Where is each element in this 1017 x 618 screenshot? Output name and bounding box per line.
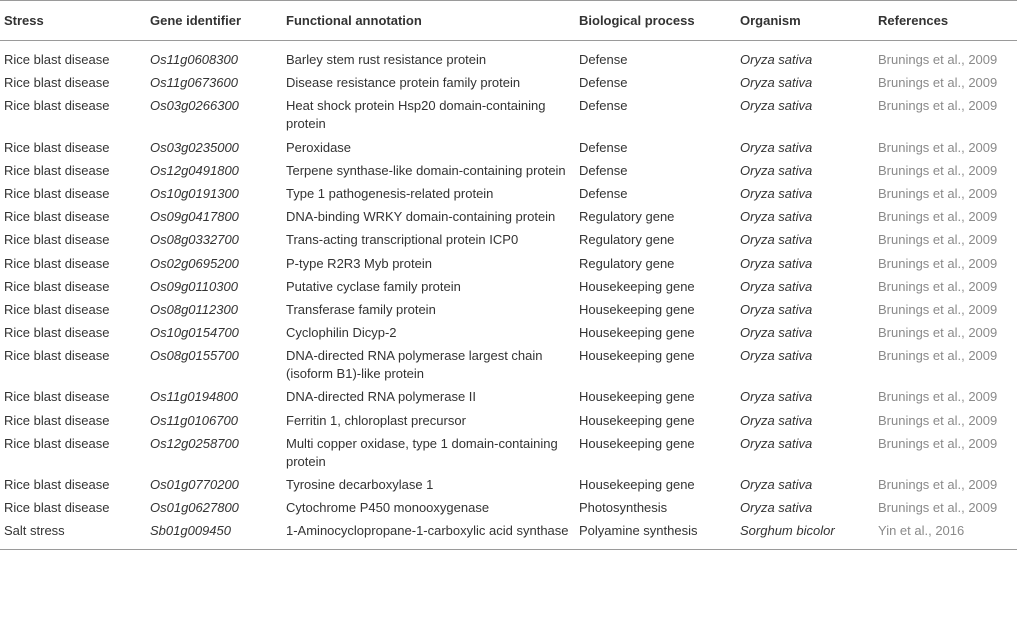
cell-functional-annotation: Transferase family protein <box>286 301 436 317</box>
table-row <box>0 41 1017 72</box>
cell-reference: Brunings et al., 2009 <box>878 389 998 405</box>
table-row <box>0 252 1017 275</box>
cell-organism: Oryza sativa <box>740 255 813 271</box>
table-row <box>0 386 1017 409</box>
cell-stress: Rice blast disease <box>4 209 110 225</box>
cell-reference: Brunings et al., 2009 <box>878 325 998 341</box>
cell-reference: Brunings et al., 2009 <box>878 278 998 294</box>
cell-reference: Brunings et al., 2009 <box>878 435 998 451</box>
cell-reference: Brunings et al., 2009 <box>878 500 998 516</box>
cell-biological-process: Housekeeping gene <box>579 348 695 364</box>
cell-organism: Oryza sativa <box>740 477 813 492</box>
cell-organism: Oryza sativa <box>740 348 813 364</box>
cell-functional-annotation: Peroxidase <box>286 139 352 155</box>
cell-biological-process: Regulatory gene <box>579 255 675 271</box>
cell-stress: Rice blast disease <box>4 232 110 248</box>
cell-biological-process: Photosynthesis <box>579 500 668 516</box>
table-row <box>0 95 1017 136</box>
cell-stress: Rice blast disease <box>4 139 110 155</box>
cell-functional-annotation: Type 1 pathogenesis-related protein <box>286 185 494 201</box>
table-row <box>0 321 1017 344</box>
cell-gene-identifier: Os03g0266300 <box>150 98 239 114</box>
cell-biological-process: Defense <box>579 98 628 114</box>
cell-reference: Brunings et al., 2009 <box>878 139 998 155</box>
cell-biological-process: Housekeeping gene <box>579 278 695 294</box>
cell-functional-annotation: Putative cyclase family protein <box>286 278 461 294</box>
cell-functional-annotation: Trans-acting transcriptional protein ICP0 <box>286 232 519 248</box>
cell-gene-identifier: Os03g0235000 <box>150 139 239 155</box>
cell-biological-process: Defense <box>579 162 628 178</box>
header-references: References <box>874 1 1017 41</box>
cell-functional-annotation: Barley stem rust resistance protein <box>286 52 487 67</box>
cell-functional-annotation: Cytochrome P450 monooxygenase <box>286 500 490 516</box>
cell-biological-process: Housekeeping gene <box>579 301 695 317</box>
cell-organism: Oryza sativa <box>740 98 813 114</box>
cell-reference: Yin et al., 2016 <box>874 520 1017 550</box>
cell-organism: Oryza sativa <box>740 435 813 451</box>
table-row <box>0 497 1017 520</box>
cell-stress: Rice blast disease <box>4 185 110 201</box>
cell-functional-annotation: Multi copper oxidase, type 1 domain-containing protein <box>286 435 558 469</box>
table-row <box>0 229 1017 252</box>
cell-stress: Rice blast disease <box>4 500 110 516</box>
cell-functional-annotation: DNA-directed RNA polymerase largest chain (isoform B1)-like protein <box>286 348 543 382</box>
cell-biological-process: Defense <box>579 139 628 155</box>
cell-functional-annotation: Cyclophilin Dicyp-2 <box>286 325 397 341</box>
cell-organism: Oryza sativa <box>740 52 813 67</box>
cell-gene-identifier: Os08g0155700 <box>150 348 239 364</box>
cell-reference: Brunings et al., 2009 <box>878 412 998 428</box>
cell-stress: Rice blast disease <box>4 278 110 294</box>
cell-stress: Rice blast disease <box>4 325 110 341</box>
cell-biological-process: Defense <box>579 185 628 201</box>
cell-gene-identifier: Os11g0106700 <box>150 412 238 428</box>
cell-gene-identifier: Os09g0417800 <box>150 209 239 225</box>
cell-organism: Oryza sativa <box>740 278 813 294</box>
cell-functional-annotation: 1-Aminocyclopropane-1-carboxylic acid synthase <box>282 520 575 550</box>
header-stress: Stress <box>0 1 146 41</box>
cell-functional-annotation: Disease resistance protein family protein <box>286 75 521 91</box>
cell-gene-identifier: Os01g0770200 <box>150 477 239 492</box>
cell-stress: Salt stress <box>0 520 146 550</box>
cell-reference: Brunings et al., 2009 <box>878 185 998 201</box>
cell-stress: Rice blast disease <box>4 52 110 67</box>
cell-organism: Oryza sativa <box>740 301 813 317</box>
cell-functional-annotation: Heat shock protein Hsp20 domain-containing protein <box>286 98 546 132</box>
cell-gene-identifier: Os12g0258700 <box>150 435 239 451</box>
cell-reference: Brunings et al., 2009 <box>878 232 998 248</box>
cell-functional-annotation: Ferritin 1, chloroplast precursor <box>286 412 466 428</box>
table-row <box>0 409 1017 432</box>
cell-gene-identifier: Os08g0112300 <box>150 301 238 317</box>
cell-reference: Brunings et al., 2009 <box>878 75 998 91</box>
cell-biological-process: Defense <box>579 52 628 67</box>
cell-stress: Rice blast disease <box>4 348 110 364</box>
cell-gene-identifier: Os10g0154700 <box>150 325 239 341</box>
cell-organism: Oryza sativa <box>740 162 813 178</box>
cell-reference: Brunings et al., 2009 <box>878 209 998 225</box>
header-organism: Organism <box>736 1 874 41</box>
cell-biological-process: Housekeeping gene <box>579 435 695 451</box>
cell-stress: Rice blast disease <box>4 301 110 317</box>
cell-organism: Oryza sativa <box>740 389 813 405</box>
cell-organism: Sorghum bicolor <box>736 520 874 550</box>
cell-biological-process: Housekeeping gene <box>579 412 695 428</box>
cell-organism: Oryza sativa <box>740 232 813 248</box>
cell-organism: Oryza sativa <box>740 209 813 225</box>
cell-stress: Rice blast disease <box>4 412 110 428</box>
header-biological-process: Biological process <box>575 1 736 41</box>
cell-organism: Oryza sativa <box>740 412 813 428</box>
cell-reference: Brunings et al., 2009 <box>878 348 998 364</box>
cell-gene-identifier: Os09g0110300 <box>150 278 238 294</box>
cell-biological-process: Housekeeping gene <box>579 389 695 405</box>
cell-organism: Oryza sativa <box>740 139 813 155</box>
table-row <box>0 432 1017 473</box>
table-row <box>0 182 1017 205</box>
cell-reference: Brunings et al., 2009 <box>878 255 998 271</box>
table-row <box>0 473 1017 496</box>
table-header <box>0 1 1017 41</box>
cell-functional-annotation: DNA-binding WRKY domain-containing protein <box>286 209 556 225</box>
cell-biological-process: Housekeeping gene <box>579 477 695 492</box>
cell-functional-annotation: Tyrosine decarboxylase 1 <box>286 477 434 492</box>
cell-biological-process: Housekeeping gene <box>579 325 695 341</box>
header-functional-annotation: Functional annotation <box>282 1 575 41</box>
cell-biological-process: Polyamine synthesis <box>575 520 736 550</box>
header-row <box>0 1 1017 41</box>
cell-stress: Rice blast disease <box>4 75 110 91</box>
table-row <box>0 72 1017 95</box>
table-row <box>0 275 1017 298</box>
cell-gene-identifier: Os01g0627800 <box>150 500 239 516</box>
cell-stress: Rice blast disease <box>4 389 110 405</box>
cell-gene-identifier: Sb01g009450 <box>146 520 282 550</box>
table-row <box>0 206 1017 229</box>
cell-organism: Oryza sativa <box>740 185 813 201</box>
header-gene-identifier: Gene identifier <box>146 1 282 41</box>
cell-biological-process: Defense <box>579 75 628 91</box>
cell-reference: Brunings et al., 2009 <box>878 98 998 114</box>
cell-functional-annotation: P-type R2R3 Myb protein <box>286 255 432 271</box>
cell-reference: Brunings et al., 2009 <box>878 301 998 317</box>
cell-functional-annotation: Terpene synthase-like domain-containing protein <box>286 162 566 178</box>
cell-functional-annotation: DNA-directed RNA polymerase II <box>286 389 477 405</box>
cell-reference: Brunings et al., 2009 <box>878 52 998 67</box>
cell-stress: Rice blast disease <box>4 477 110 492</box>
cell-gene-identifier: Os11g0608300 <box>150 52 238 67</box>
table-row <box>0 345 1017 386</box>
cell-reference: Brunings et al., 2009 <box>878 162 998 178</box>
cell-gene-identifier: Os11g0673600 <box>150 75 238 91</box>
cell-stress: Rice blast disease <box>4 98 110 114</box>
cell-reference: Brunings et al., 2009 <box>878 477 998 492</box>
cell-biological-process: Regulatory gene <box>579 232 675 248</box>
table-body <box>0 41 1017 550</box>
cell-stress: Rice blast disease <box>4 435 110 451</box>
cell-stress: Rice blast disease <box>4 162 110 178</box>
cell-gene-identifier: Os10g0191300 <box>150 185 239 201</box>
cell-organism: Oryza sativa <box>740 500 813 516</box>
cell-organism: Oryza sativa <box>740 325 813 341</box>
table-row <box>0 159 1017 182</box>
table-row <box>0 298 1017 321</box>
cell-biological-process: Regulatory gene <box>579 209 675 225</box>
cell-organism: Oryza sativa <box>740 75 813 91</box>
cell-gene-identifier: Os08g0332700 <box>150 232 239 248</box>
cell-gene-identifier: Os02g0695200 <box>150 255 239 271</box>
table-row <box>0 136 1017 159</box>
cell-stress: Rice blast disease <box>4 255 110 271</box>
cell-gene-identifier: Os12g0491800 <box>150 162 239 178</box>
cell-gene-identifier: Os11g0194800 <box>150 389 238 405</box>
table-row <box>0 520 1017 550</box>
